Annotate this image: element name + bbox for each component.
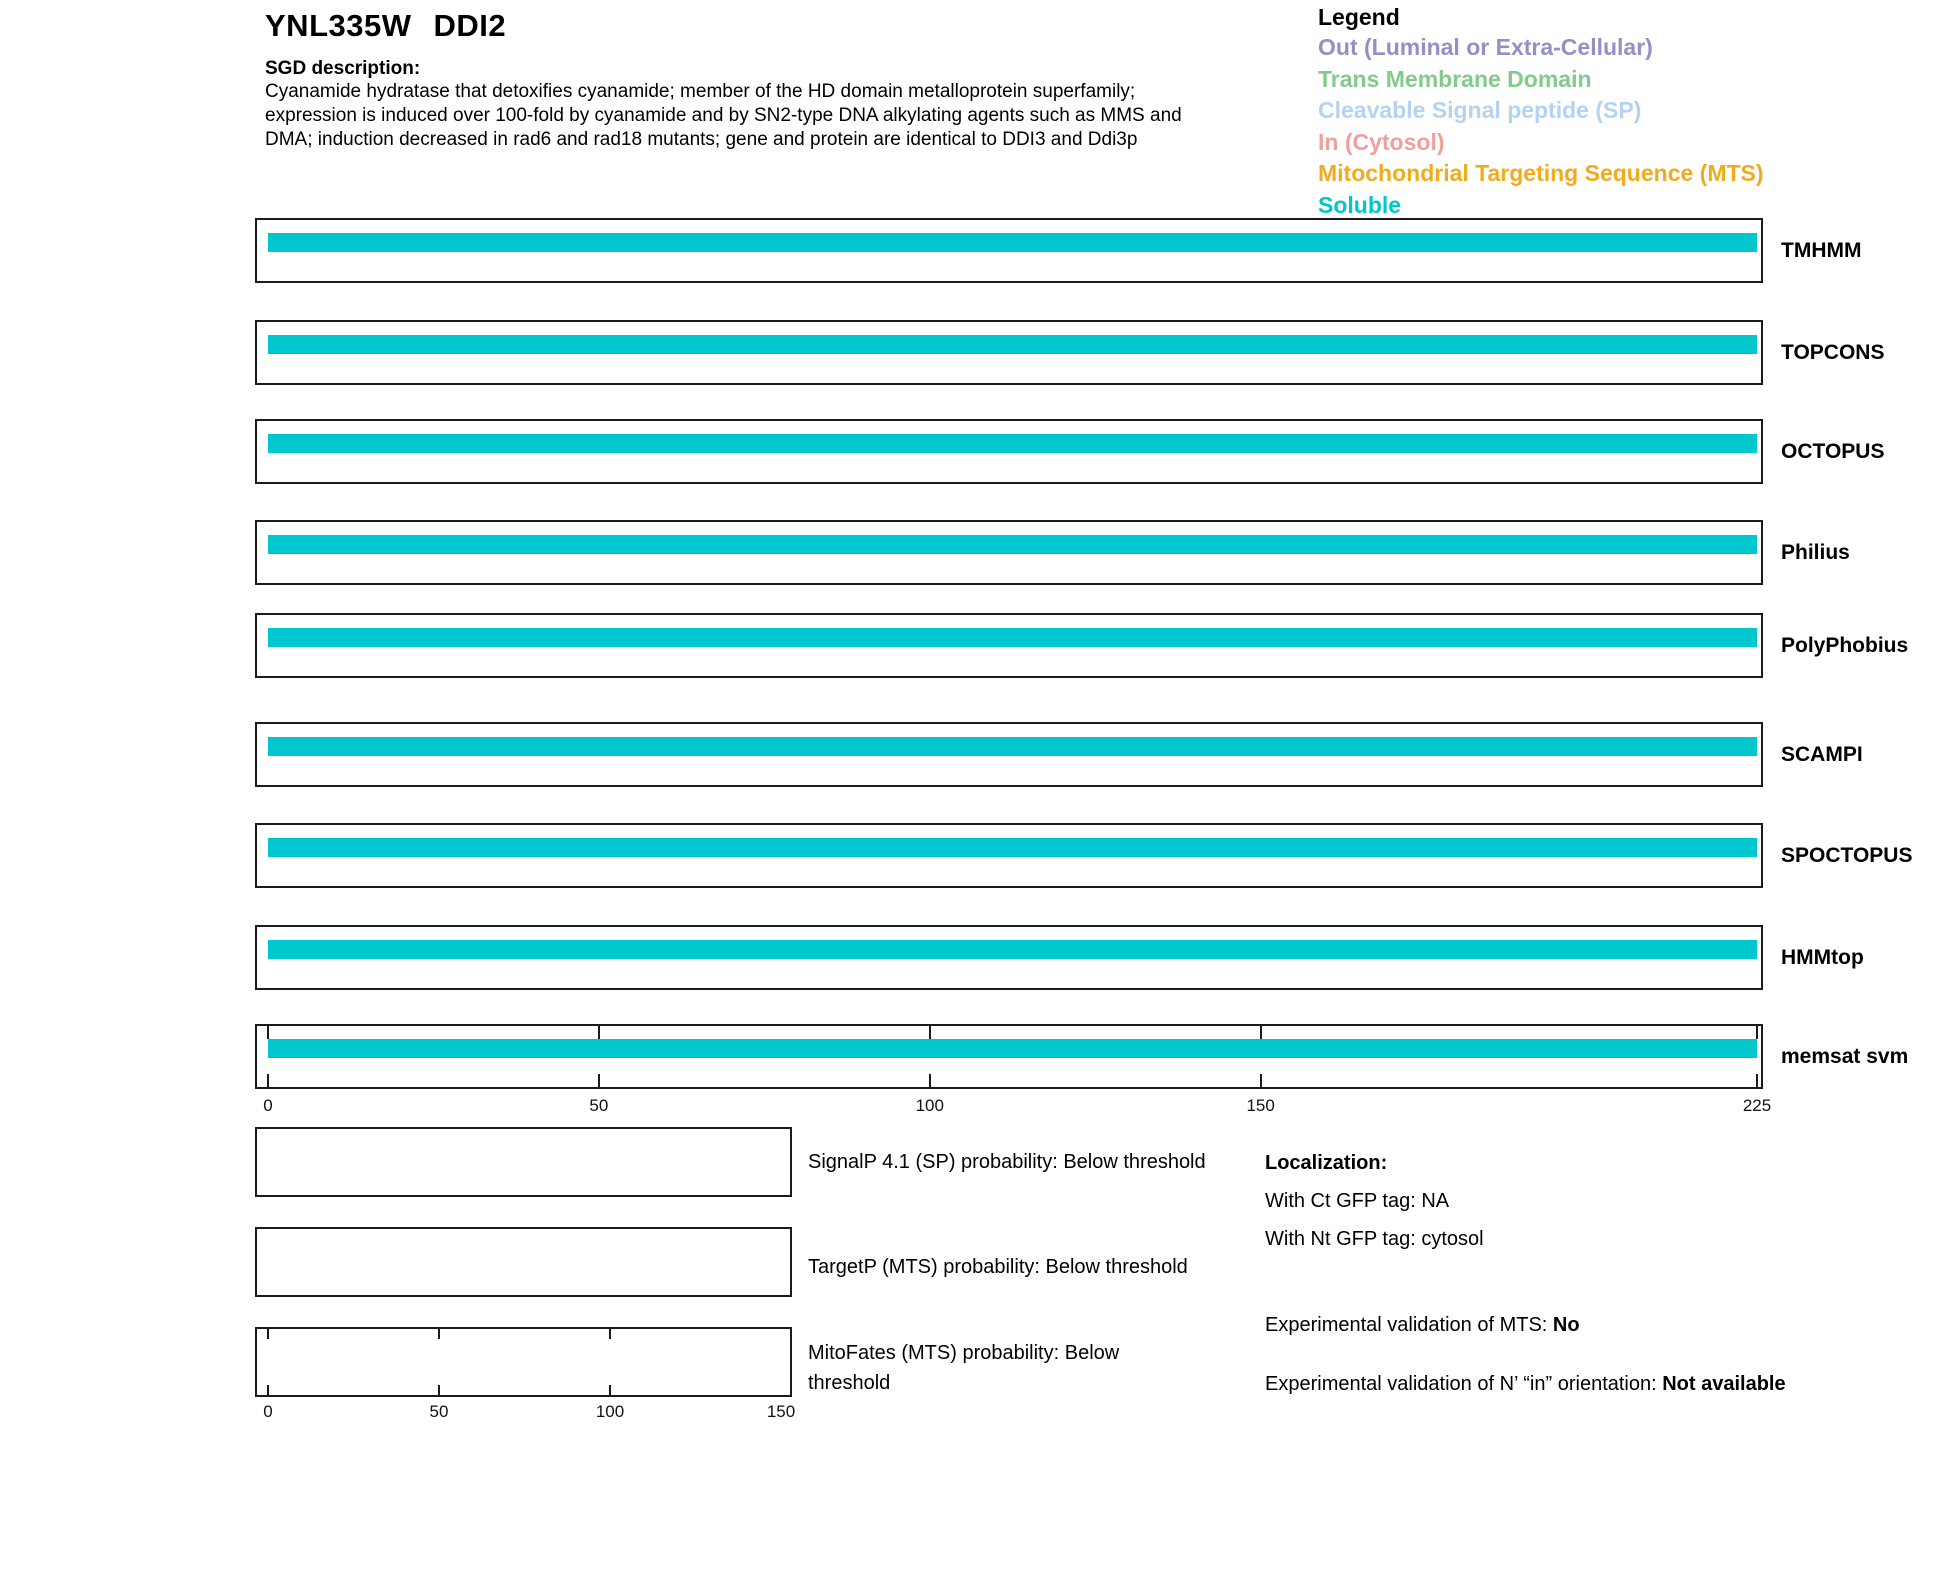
header [265,8,1182,152]
localization-ct-gfp: With Ct GFP tag: NA [1265,1190,1450,1212]
prediction-plot [255,613,1763,678]
predictor-label: HMMtop [1781,945,1864,969]
targetp-caption: TargetP (MTS) probability: Below threshold [808,1256,1188,1278]
soluble-segment [268,233,1757,252]
signalp-probability-plot [255,1127,792,1197]
localization-heading: Localization: [1265,1152,1388,1174]
gene-id: YNL335W [265,8,412,43]
legend-item-mts: Mitochondrial Targeting Sequence (MTS) [1318,160,1764,186]
sgd-description-label: SGD description: [265,58,421,79]
axis-tick [1260,1074,1262,1087]
legend-item-tm: Trans Membrane Domain [1318,65,1592,92]
prediction-track-tmhmm [255,218,1950,283]
prediction-plot [255,419,1763,484]
legend-item-soluble: Soluble [1318,191,1402,218]
axis-tick [598,1026,600,1039]
sgd-description-line: DMA; induction decreased in rad6 and rad18 mutants; gene and protein are identical to DDI3 and Ddi3p [265,129,1138,150]
mts-validation [1265,1310,1580,1340]
orientation-validation-label: Experimental validation of N’ “in” orientation: [1265,1373,1663,1395]
prediction-track-spoctopus [255,823,1950,888]
axis-tick [267,1074,269,1087]
prediction-track-polyphobius [255,613,1950,678]
axis-tick [267,1329,269,1339]
legend-title: Legend [1318,4,1400,30]
prediction-track-topcons [255,320,1950,385]
page-title [265,8,1182,44]
predictor-label: OCTOPUS [1781,439,1885,463]
axis-tick [609,1385,611,1395]
residue-axis [255,1096,1772,1118]
prediction-plot [255,520,1763,585]
axis-tick [598,1074,600,1087]
sgd-description-line: Cyanamide hydratase that detoxifies cyanamide; member of the HD domain metalloprotein superfamily; [265,81,1136,102]
axis-tick [267,1385,269,1395]
mitofates-axis [255,1402,800,1424]
soluble-segment [268,1039,1757,1058]
prediction-plot [255,925,1763,990]
predictor-label: SPOCTOPUS [1781,843,1913,867]
axis-tick-label: 50 [589,1096,609,1115]
predictor-label: Philius [1781,540,1850,564]
predictor-label: TOPCONS [1781,340,1885,364]
prediction-plot [255,823,1763,888]
axis-tick-label: 150 [1246,1096,1275,1115]
soluble-segment [268,434,1757,453]
legend-item-in: In (Cytosol) [1318,128,1445,155]
axis-tick-label: 0 [263,1096,273,1115]
axis-tick-label: 150 [766,1402,796,1421]
legend [1318,2,1764,221]
axis-tick [438,1329,440,1339]
sgd-description-line: expression is induced over 100-fold by cyanamide and by SN2-type DNA alkylating agents such as MMS and [265,105,1182,126]
axis-tick-label: 50 [429,1402,449,1421]
gene-name: DDI2 [433,8,507,43]
localization-nt-gfp: With Nt GFP tag: cytosol [1265,1228,1484,1250]
targetp-probability-plot [255,1227,792,1297]
prediction-track-hmmtop [255,925,1950,990]
axis-tick-label: 225 [1742,1096,1772,1115]
soluble-segment [268,737,1757,756]
predictor-label: TMHMM [1781,238,1862,262]
axis-tick-label: 0 [263,1402,273,1421]
sgd-description [265,80,1182,152]
axis-tick [929,1074,931,1087]
soluble-segment [268,535,1757,554]
soluble-segment [268,838,1757,857]
mts-validation-value: No [1552,1314,1580,1336]
predictor-label: memsat svm [1781,1044,1909,1068]
prediction-track-philius [255,520,1950,585]
soluble-segment [268,628,1757,647]
legend-item-out: Out (Luminal or Extra-Cellular) [1318,34,1653,60]
prediction-plot [255,1024,1763,1089]
predictor-label: SCAMPI [1781,742,1863,766]
soluble-segment [268,940,1757,959]
axis-tick [438,1385,440,1395]
prediction-track-octopus [255,419,1950,484]
prediction-track-scampi [255,722,1950,787]
soluble-segment [268,335,1757,354]
prediction-plot [255,722,1763,787]
signalp-caption: SignalP 4.1 (SP) probability: Below threshold [808,1151,1206,1173]
mitofates-probability-plot [255,1327,792,1397]
mitofates-caption: MitoFates (MTS) probability: Below threshold [808,1342,1120,1394]
prediction-plot [255,320,1763,385]
prediction-plot [255,218,1763,283]
orientation-validation [1265,1368,1840,1400]
axis-tick [1756,1026,1758,1039]
orientation-validation-value: Not available [1662,1373,1786,1395]
axis-tick [609,1329,611,1339]
prediction-track-memsat-svm [255,1024,1950,1089]
axis-tick [929,1026,931,1039]
axis-tick-label: 100 [915,1096,944,1115]
axis-tick [267,1026,269,1039]
axis-tick-label: 100 [595,1402,625,1421]
legend-item-sp: Cleavable Signal peptide (SP) [1318,97,1642,123]
predictor-label: PolyPhobius [1781,633,1909,657]
axis-tick [1756,1074,1758,1087]
axis-tick [1260,1026,1262,1039]
mts-validation-label: Experimental validation of MTS: [1265,1314,1553,1336]
